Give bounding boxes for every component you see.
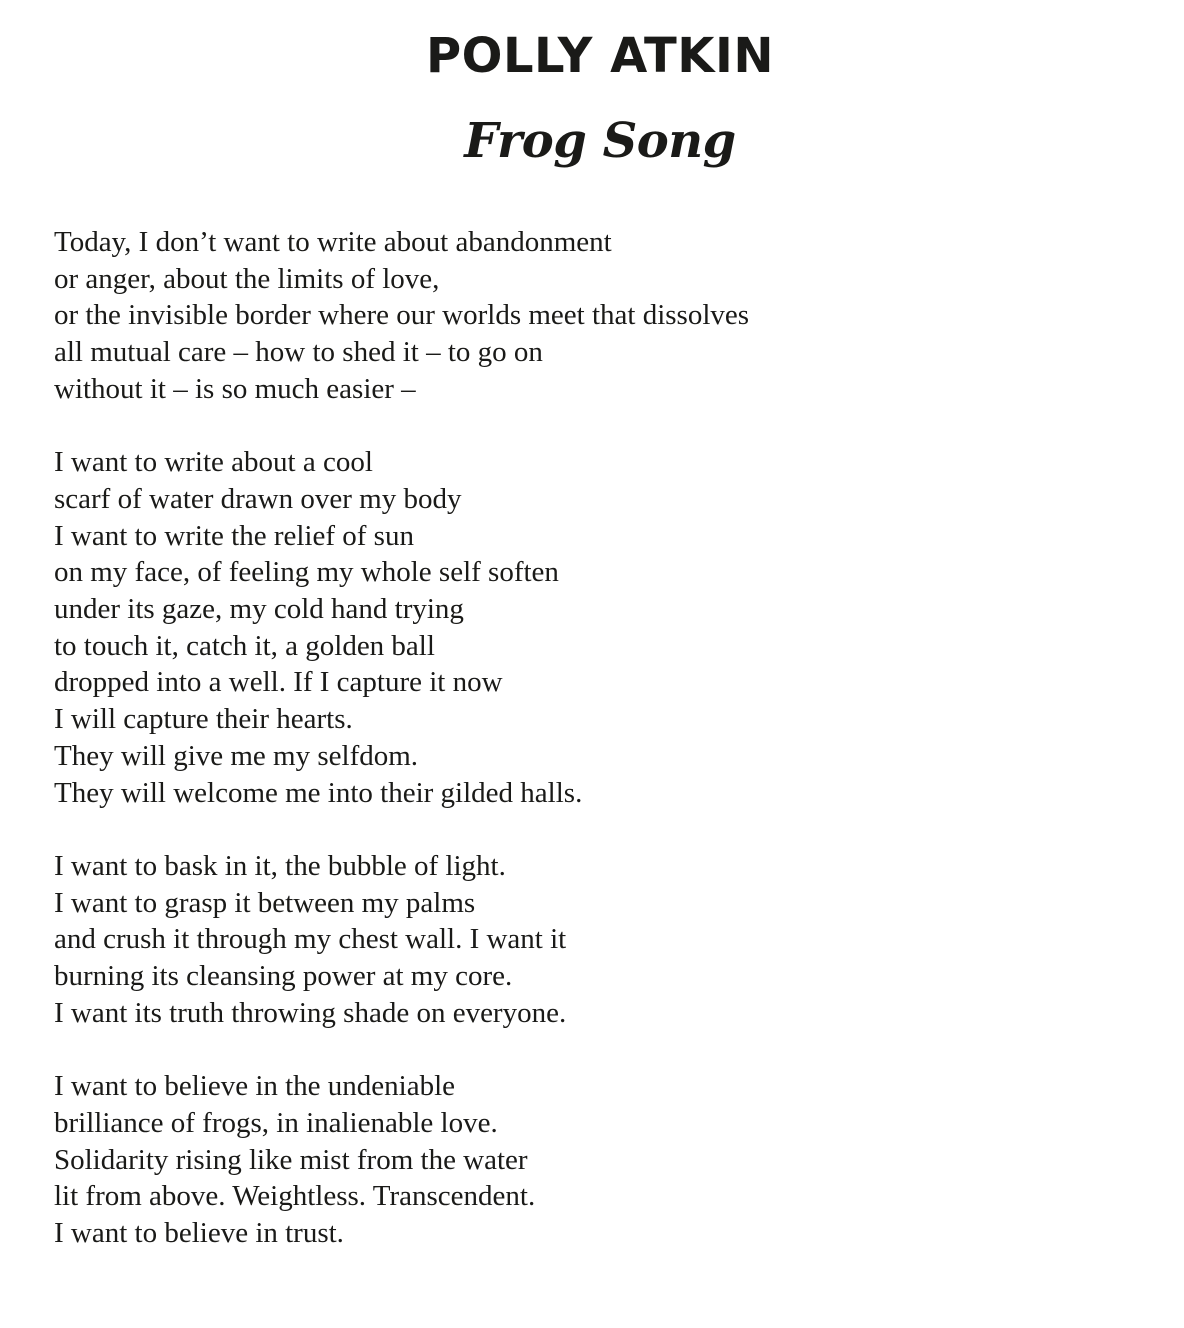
poem-line: all mutual care – how to shed it – to go on [54,336,543,369]
poem-body [54,224,1154,1288]
poem-line: I want to believe in the undeniable [54,1070,456,1103]
poem-line: or the invisible border where our worlds meet that dissolves [54,299,750,332]
poem-line: and crush it through my chest wall. I want it [54,923,567,956]
stanza-1 [54,224,1154,408]
poem-line: on my face, of feeling my whole self soften [54,556,559,589]
poem-line: without it – is so much easier – [54,372,416,405]
poem-line: Today, I don’t want to write about abandonment [54,226,612,258]
poem-line: under its gaze, my cold hand trying [54,593,464,626]
stanza-3 [54,848,1154,1032]
poem-line: or anger, about the limits of love, [54,262,440,295]
poem-line: They will welcome me into their gilded halls. [54,776,583,809]
poem-line: Solidarity rising like mist from the water [54,1143,528,1176]
poem-line: to touch it, catch it, a golden ball [54,629,435,662]
poem-line: I want to believe in trust. [54,1216,344,1249]
poem-line: brilliance of frogs, in inalienable love. [54,1106,498,1139]
poem-line: lit from above. Weightless. Transcendent. [54,1180,536,1213]
poem-line: They will give me my selfdom. [54,739,419,772]
poem-line: I want to bask in it, the bubble of light. [54,849,506,882]
poem-title: Frog Song [464,113,736,169]
author-name: POLLY ATKIN [425,28,775,84]
poem-line: burning its cleansing power at my core. [54,960,513,993]
poem-line: scarf of water drawn over my body [54,482,462,515]
poem-line: I want to write about a cool [54,446,373,479]
stanza-4 [54,1068,1154,1252]
poem-line: I want to grasp it between my palms [54,886,476,919]
poem-line: dropped into a well. If I capture it now [54,666,503,699]
stanza-2 [54,444,1154,811]
poem-line: I will capture their hearts. [54,703,353,736]
poem-line: I want to write the relief of sun [54,519,414,552]
poem-line: I want its truth throwing shade on everyone. [54,996,567,1029]
